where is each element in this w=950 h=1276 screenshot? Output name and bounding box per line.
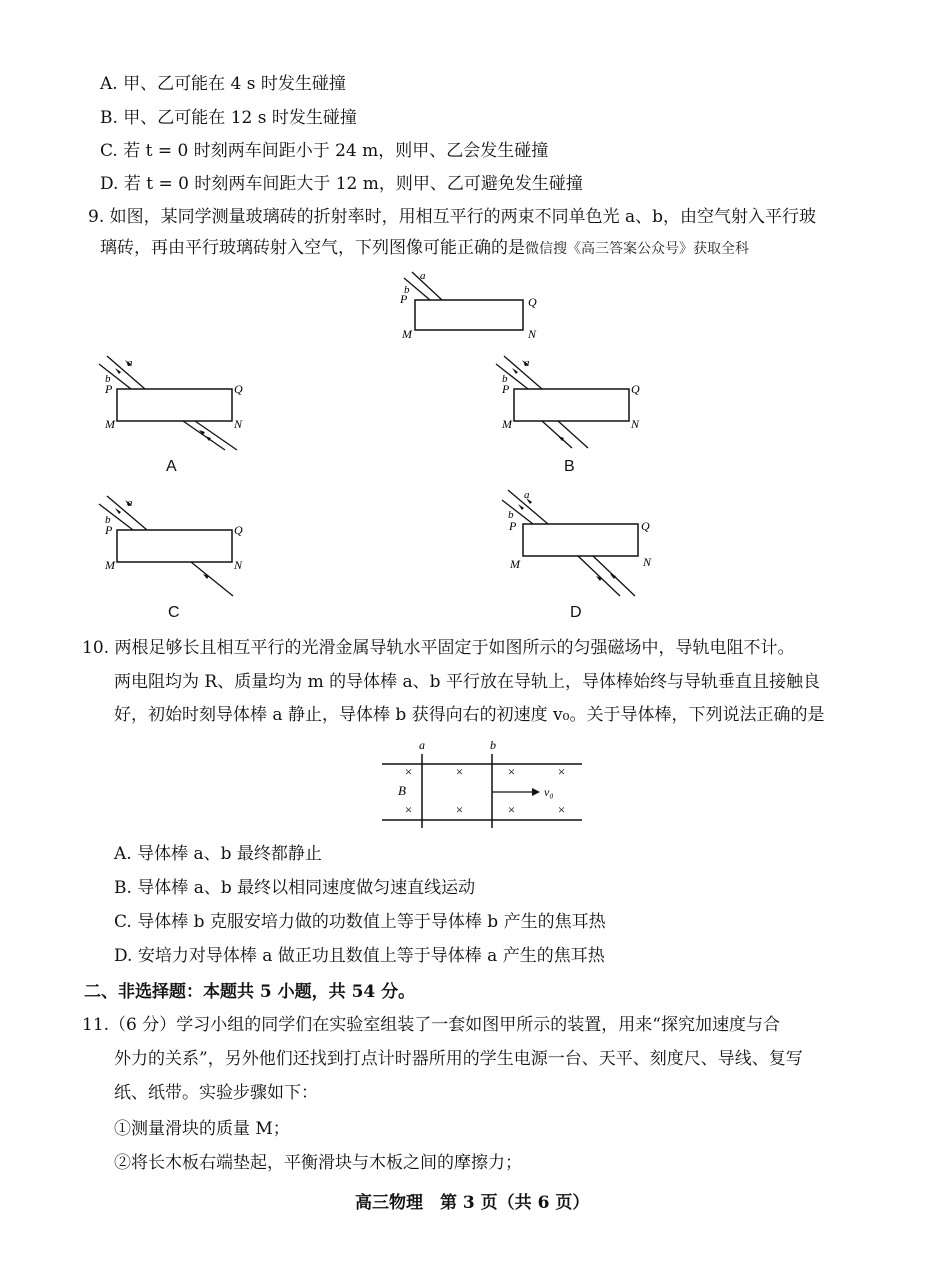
label-a: a xyxy=(420,270,426,282)
svg-text:P: P xyxy=(105,523,113,537)
svg-text:×: × xyxy=(557,764,566,779)
svg-text:a: a xyxy=(127,357,133,369)
rod-b-label: b xyxy=(490,738,496,752)
q9-option-c-figure xyxy=(95,492,255,606)
q10-stem-line1: 10. 两根足够长且相互平行的光滑金属导轨水平固定于如图所示的匀强磁场中，导轨电阻不计。 xyxy=(82,638,795,658)
svg-text:×: × xyxy=(455,764,464,779)
svg-text:Q: Q xyxy=(641,519,650,533)
label-q: Q xyxy=(528,295,537,309)
q10-option-b: B. 导体棒 a、b 最终以相同速度做匀速直线运动 xyxy=(114,878,476,898)
q10-stem-line3: 好，初始时刻导体棒 a 静止，导体棒 b 获得向右的初速度 v₀。关于导体棒，下列说法正确的是 xyxy=(114,705,825,725)
q9-caption-b: B xyxy=(564,458,575,475)
svg-text:a: a xyxy=(524,357,530,369)
svg-text:Q: Q xyxy=(631,382,640,396)
q11-step-1: ①测量滑块的质量 M； xyxy=(114,1119,290,1139)
rod-a-label: a xyxy=(419,738,425,752)
svg-text:a: a xyxy=(524,489,530,501)
v0-label: v₀ xyxy=(544,785,554,799)
label-n: N xyxy=(528,327,537,341)
svg-text:P: P xyxy=(105,382,113,396)
svg-text:N: N xyxy=(631,417,640,431)
svg-text:×: × xyxy=(507,764,516,779)
svg-text:M: M xyxy=(105,417,115,431)
q11-stem-line2: 外力的关系”，另外他们还找到打点计时器所用的学生电源一台、天平、刻度尺、导线、复写 xyxy=(114,1049,803,1069)
svg-text:N: N xyxy=(234,558,243,572)
svg-text:M: M xyxy=(105,558,115,572)
q9-main-figure xyxy=(390,268,550,352)
svg-text:b: b xyxy=(508,509,514,521)
q10-option-c: C. 导体棒 b 克服安培力做的功数值上等于导体棒 b 产生的焦耳热 xyxy=(114,912,606,932)
q10-rail-figure xyxy=(382,736,587,835)
q11-stem-line1: 11.（6 分）学习小组的同学们在实验室组装了一套如图甲所示的装置，用来“探究加速度与合 xyxy=(82,1015,780,1035)
field-b-label: B xyxy=(398,783,406,798)
label-m: M xyxy=(402,327,412,341)
q9-stem-line2 xyxy=(100,237,749,260)
label-p: P xyxy=(400,292,408,306)
q8-option-c: C. 若 t = 0 时刻两车间距小于 24 m，则甲、乙会发生碰撞 xyxy=(100,141,549,161)
svg-text:P: P xyxy=(509,519,517,533)
svg-text:P: P xyxy=(502,382,510,396)
q9-caption-c: C xyxy=(168,604,180,621)
svg-text:Q: Q xyxy=(234,382,243,396)
svg-text:×: × xyxy=(455,802,464,817)
svg-text:N: N xyxy=(643,555,652,569)
q11-step-2: ②将长木板右端垫起，平衡滑块与木板之间的摩擦力； xyxy=(114,1153,522,1173)
label-b: b xyxy=(404,284,410,296)
q10-option-d: D. 安培力对导体棒 a 做正功且数值上等于导体棒 a 产生的焦耳热 xyxy=(114,946,605,966)
q9-option-a-figure xyxy=(95,352,255,456)
section-2-heading: 二、非选择题：本题共 5 小题，共 54 分。 xyxy=(84,982,416,1002)
q9-stem-text: 璃砖，再由平行玻璃砖射入空气，下列图像可能正确的是 xyxy=(100,238,525,258)
svg-text:N: N xyxy=(234,417,243,431)
svg-text:a: a xyxy=(127,497,133,509)
q9-caption-d: D xyxy=(570,604,582,621)
svg-text:×: × xyxy=(557,802,566,817)
svg-text:M: M xyxy=(510,557,520,571)
q10-option-a: A. 导体棒 a、b 最终都静止 xyxy=(114,844,322,864)
svg-text:×: × xyxy=(404,764,413,779)
svg-text:b: b xyxy=(105,373,111,385)
q9-caption-a: A xyxy=(166,458,177,475)
q8-option-d: D. 若 t = 0 时刻两车间距大于 12 m，则甲、乙可避免发生碰撞 xyxy=(100,174,583,194)
q11-stem-line3: 纸、纸带。实验步骤如下： xyxy=(114,1083,318,1103)
q8-option-b: B. 甲、乙可能在 12 s 时发生碰撞 xyxy=(100,108,357,128)
q9-stem-line1: 9. 如图，某同学测量玻璃砖的折射率时，用相互平行的两束不同单色光 a、b，由空气射入平行玻 xyxy=(88,207,817,227)
svg-text:×: × xyxy=(507,802,516,817)
svg-text:Q: Q xyxy=(234,523,243,537)
ray-a xyxy=(412,272,442,300)
q10-stem-line2: 两电阻均为 R、质量均为 m 的导体棒 a、b 平行放在导轨上，导体棒始终与导轨垂直且接触良 xyxy=(114,672,820,692)
glass-brick xyxy=(415,300,523,330)
svg-text:M: M xyxy=(502,417,512,431)
page-footer: 高三物理 第 3 页（共 6 页） xyxy=(355,1193,590,1213)
q8-option-a: A. 甲、乙可能在 4 s 时发生碰撞 xyxy=(100,74,346,94)
svg-text:×: × xyxy=(404,802,413,817)
svg-text:b: b xyxy=(105,514,111,526)
q9-note: 微信搜《高三答案公众号》获取全科 xyxy=(525,241,749,257)
q9-option-d-figure xyxy=(498,488,663,607)
q9-option-b-figure xyxy=(492,352,652,456)
svg-text:b: b xyxy=(502,373,508,385)
